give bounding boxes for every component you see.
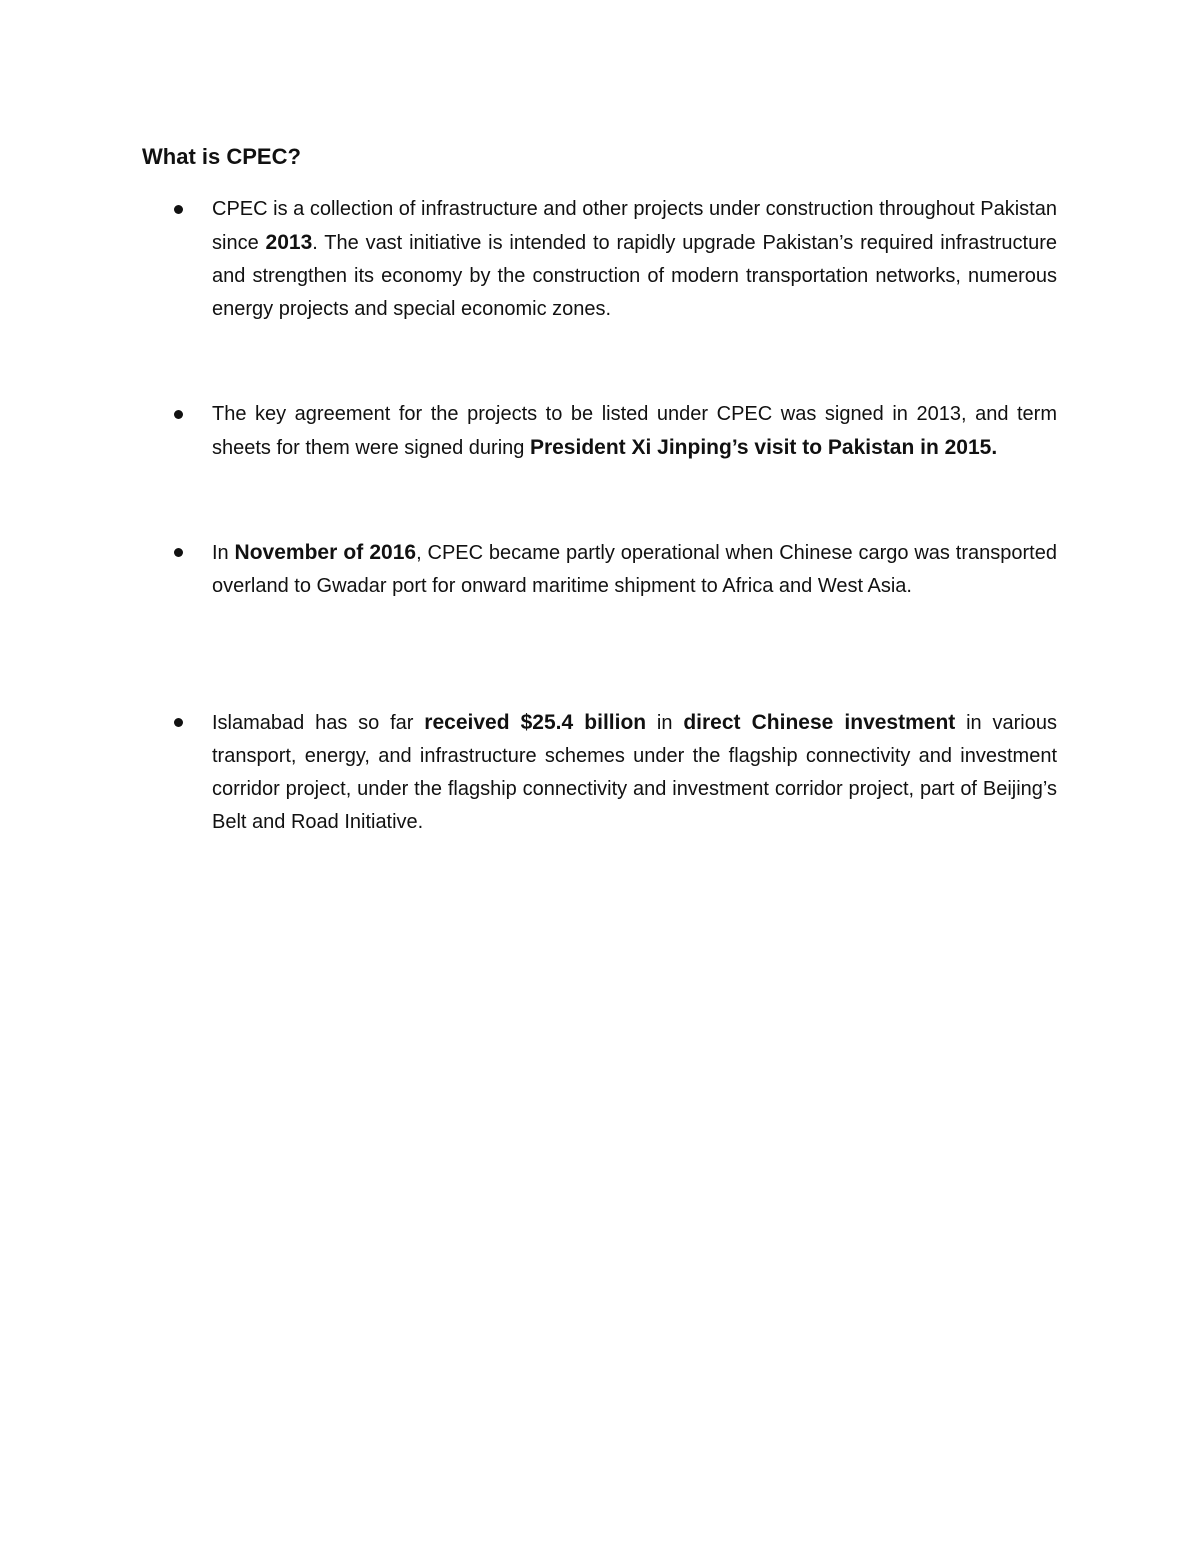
bullet-text: Islamabad has so far [212,712,425,734]
bullet-dot-icon [174,205,183,214]
bullet-text: in [646,712,684,734]
bullet-text-bold: November of 2016 [234,541,417,564]
bullet-text-bold: President Xi Jinping’s visit to Pakistan in 2015. [529,436,998,459]
bullet-text: , CPEC became partly operational when Chinese cargo was transported overland to Gwadar port for onward maritime shipment to Africa and West Asia. [212,542,1057,597]
bullet-dot-icon [174,548,183,557]
bullet-dot-icon [174,410,183,419]
document-heading: What is CPEC? [142,144,301,169]
bullet-text: The key agreement for the projects to be listed under CPEC was signed in 2013, and term sheets for them were signed during [212,403,1057,459]
bullet-text-bold: received $25.4 billion [424,711,647,734]
bullet-text-bold: direct Chinese investment [683,711,956,734]
bullet-text: In [212,542,235,564]
bullet-item-operational [212,536,1057,603]
bullet-text: in various transport, energy, and infrastructure schemes under the flagship connectivity and investment corridor project, under the flagship connectivity and investment corridor project, part of Beijing’s Belt and Road Initiative. [212,712,1057,833]
bullet-text: . The vast initiative is intended to rapidly upgrade Pakistan’s required infrastructure and strengthen its economy by the construction of modern transportation networks, numerous energy projects and special economic zones. [212,232,1058,320]
bullet-item-investment [212,706,1057,839]
bullet-item-cpec-definition [212,193,1057,326]
bullet-text-bold: 2013 [265,231,313,254]
bullet-text: CPEC is a collection of infrastructure and other projects under construction throughout Pakistan since [212,198,1057,254]
bullet-dot-icon [174,718,183,727]
bullet-item-key-agreement [212,398,1057,465]
